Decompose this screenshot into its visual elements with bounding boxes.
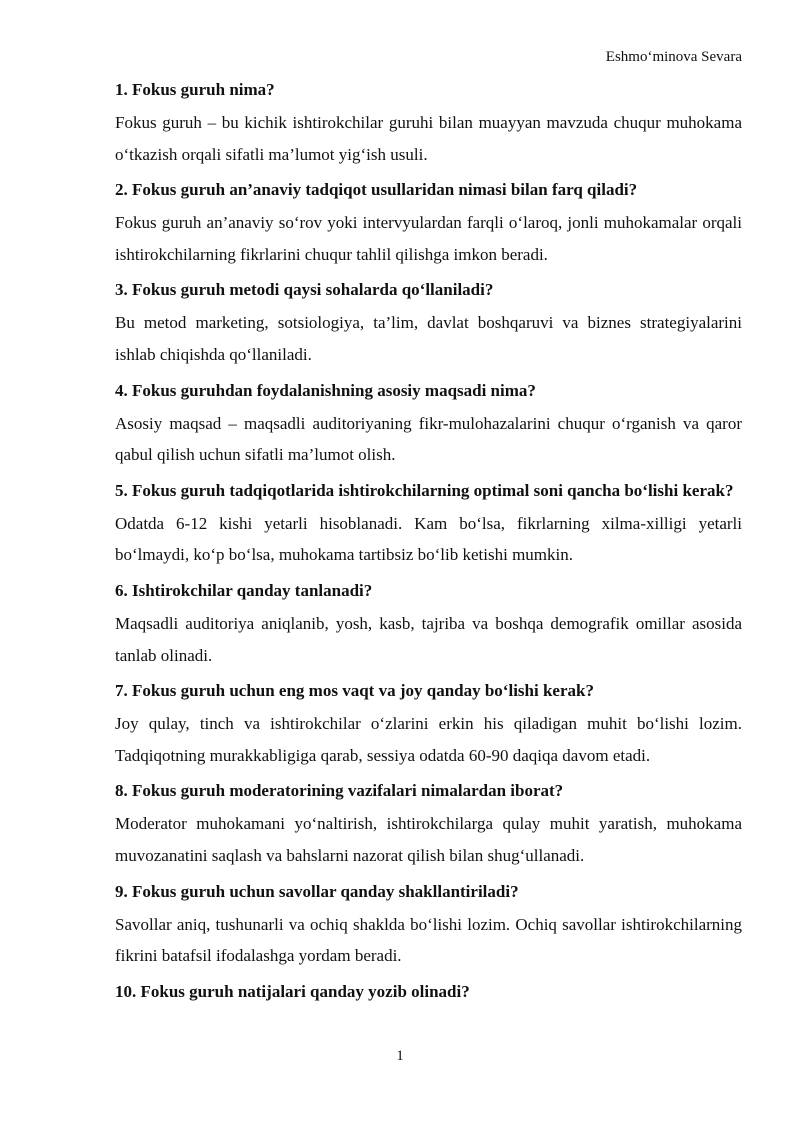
question-heading: 10. Fokus guruh natijalari qanday yozib olinadi?	[115, 981, 470, 1001]
answer-text: Savollar aniq, tushunarli va ochiq shaklda bo‘lishi lozim. Ochiq savollar ishtirokchilarning fikrini batafsil ifodalashga yordam beradi.	[115, 914, 742, 966]
answer-text: Fokus guruh – bu kichik ishtirokchilar guruhi bilan muayyan mavzuda chuqur muhokama o‘tkazish orqali sifatli ma’lumot yig‘ish usuli.	[115, 113, 742, 164]
answer-text: Maqsadli auditoriya aniqlanib, yosh, kasb, tajriba va boshqa demografik omillar asosida tanlab olinadi.	[115, 613, 742, 665]
qa-item	[115, 74, 742, 170]
answer-text: Bu metod marketing, sotsiologiya, ta’lim, davlat boshqaruvi va biznes strategiyalarini ishlab chiqishda qo‘llaniladi.	[115, 313, 742, 364]
question-heading: 3. Fokus guruh metodi qaysi sohalarda qo‘llaniladi?	[115, 280, 494, 300]
qa-item	[115, 775, 742, 871]
qa-item	[115, 976, 742, 1007]
qa-item	[115, 475, 742, 571]
qa-item	[115, 375, 742, 471]
qa-item	[115, 575, 742, 671]
answer-text: Joy qulay, tinch va ishtirokchilar o‘zlarini erkin his qiladigan muhit bo‘lishi lozim. Tadqiqotning murakkabligiga qarab, sessiya odatda 60-90 daqiqa davom etadi.	[115, 714, 742, 765]
answer-text: Asosiy maqsad – maqsadli auditoriyaning fikr-mulohazalarini chuqur o‘rganish va qaror qabul qilish uchun sifatli ma’lumot olish.	[115, 413, 742, 465]
qa-item	[115, 174, 742, 270]
question-heading: 2. Fokus guruh an’anaviy tadqiqot usullaridan nimasi bilan farq qiladi?	[115, 180, 638, 200]
qa-list	[115, 74, 742, 1009]
answer-text: Fokus guruh an’anaviy so‘rov yoki intervyulardan farqli o‘laroq, jonli muhokamalar orqali ishtirokchilarning fikrlarini chuqur tahlil qilishga imkon beradi.	[115, 213, 742, 264]
question-heading: 1. Fokus guruh nima?	[115, 80, 275, 99]
qa-item	[115, 274, 742, 370]
qa-item	[115, 876, 742, 972]
answer-text: Odatda 6-12 kishi yetarli hisoblanadi. Kam bo‘lsa, fikrlarning xilma-xilligi yetarli bo‘lmaydi, ko‘p bo‘lsa, muhokama tartibsiz bo‘lib ketishi mumkin.	[115, 513, 742, 565]
page-number: 1	[396, 1048, 404, 1064]
author-name: Eshmo‘minova Sevara	[605, 49, 742, 65]
question-heading: 4. Fokus guruhdan foydalanishning asosiy maqsadi nima?	[115, 380, 536, 400]
question-heading: 9. Fokus guruh uchun savollar qanday shakllantiriladi?	[115, 881, 519, 901]
question-heading: 7. Fokus guruh uchun eng mos vaqt va joy qanday bo‘lishi kerak?	[115, 681, 594, 701]
question-heading: 5. Fokus guruh tadqiqotlarida ishtirokchilarning optimal soni qancha bo‘lishi kerak?	[115, 480, 734, 500]
question-heading: 8. Fokus guruh moderatorining vazifalari nimalardan iborat?	[115, 781, 564, 801]
qa-item	[115, 675, 742, 771]
answer-text: Moderator muhokamani yo‘naltirish, ishtirokchilarga qulay muhit yaratish, muhokama muvozanatini saqlash va bahslarni nazorat qilish bilan shug‘ullanadi.	[115, 814, 742, 865]
question-heading: 6. Ishtirokchilar qanday tanlanadi?	[115, 580, 373, 600]
